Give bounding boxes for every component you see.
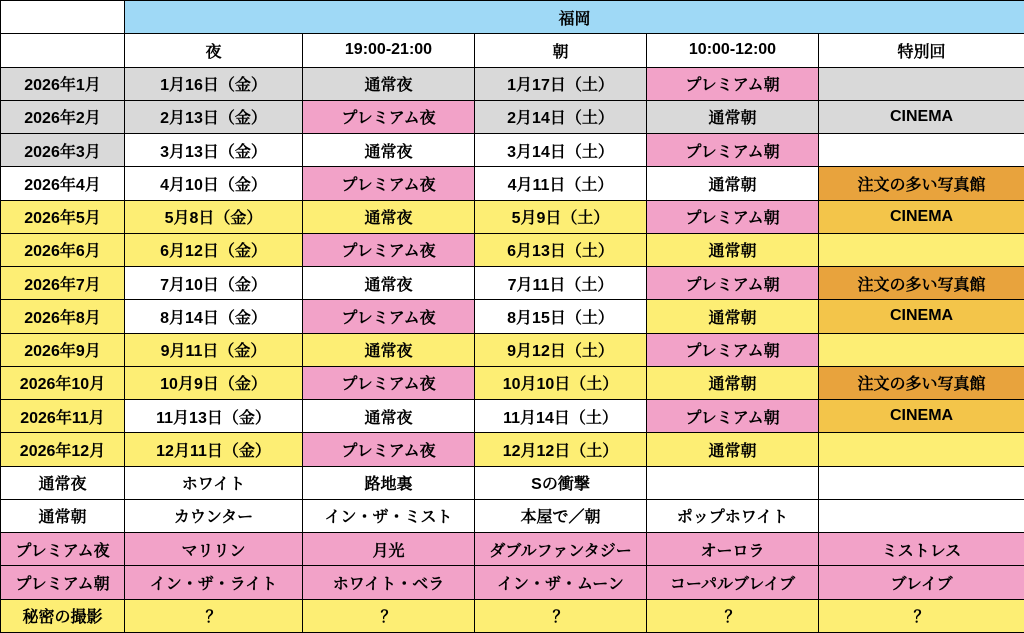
column-header-3: 朝 [475, 34, 647, 67]
schedule-row [1, 366, 1024, 399]
legend-label: プレミアム朝 [1, 566, 125, 599]
schedule-cell: プレミアム夜 [303, 366, 475, 399]
schedule-cell: プレミアム朝 [647, 400, 819, 433]
schedule-cell: 2月13日（金） [125, 100, 303, 133]
legend-row [1, 466, 1024, 499]
legend-label: プレミアム夜 [1, 533, 125, 566]
schedule-cell: プレミアム朝 [647, 200, 819, 233]
schedule-cell: 4月10日（金） [125, 167, 303, 200]
schedule-label: 2026年7月 [1, 267, 125, 300]
schedule-cell: 11月14日（土） [475, 400, 647, 433]
schedule-cell: 通常朝 [647, 300, 819, 333]
schedule-row [1, 333, 1024, 366]
column-header-2: 19:00-21:00 [303, 34, 475, 67]
legend-cell [819, 466, 1024, 499]
schedule-cell [819, 433, 1024, 466]
schedule-cell: 10月10日（土） [475, 366, 647, 399]
legend-label: 秘密の撮影 [1, 599, 125, 633]
schedule-cell: 3月13日（金） [125, 134, 303, 167]
legend-cell: ミストレス [819, 533, 1024, 566]
schedule-cell: CINEMA [819, 100, 1024, 133]
schedule-cell: プレミアム夜 [303, 233, 475, 266]
legend-row [1, 499, 1024, 532]
legend-cell: ブレイブ [819, 566, 1024, 599]
schedule-cell: CINEMA [819, 300, 1024, 333]
schedule-row [1, 100, 1024, 133]
schedule-row [1, 433, 1024, 466]
schedule-cell: 通常夜 [303, 400, 475, 433]
schedule-cell: プレミアム夜 [303, 433, 475, 466]
schedule-cell: 9月11日（金） [125, 333, 303, 366]
schedule-cell: 2月14日（土） [475, 100, 647, 133]
legend-cell [647, 466, 819, 499]
schedule-row [1, 167, 1024, 200]
schedule-cell: 通常朝 [647, 100, 819, 133]
schedule-cell: 10月9日（金） [125, 366, 303, 399]
schedule-cell: 4月11日（土） [475, 167, 647, 200]
legend-cell: コーパルブレイブ [647, 566, 819, 599]
legend-cell: ホワイト [125, 466, 303, 499]
schedule-cell [819, 233, 1024, 266]
legend-label: 通常朝 [1, 499, 125, 532]
column-header-row [1, 34, 1024, 67]
schedule-cell: 6月13日（土） [475, 233, 647, 266]
legend-cell: 月光 [303, 533, 475, 566]
schedule-label: 2026年9月 [1, 333, 125, 366]
legend-cell: ？ [819, 599, 1024, 633]
schedule-cell: 通常朝 [647, 433, 819, 466]
legend-cell: ダブルファンタジー [475, 533, 647, 566]
schedule-label: 2026年10月 [1, 366, 125, 399]
legend-cell: ？ [647, 599, 819, 633]
legend-cell [819, 499, 1024, 532]
legend-cell: イン・ザ・ムーン [475, 566, 647, 599]
schedule-label: 2026年3月 [1, 134, 125, 167]
legend-cell: 路地裏 [303, 466, 475, 499]
venue-name: 福岡 [125, 1, 1024, 34]
schedule-cell: 7月10日（金） [125, 267, 303, 300]
column-header-0 [1, 34, 125, 67]
schedule-cell: 12月12日（土） [475, 433, 647, 466]
schedule-label: 2026年12月 [1, 433, 125, 466]
schedule-cell: プレミアム朝 [647, 333, 819, 366]
schedule-cell: 5月8日（金） [125, 200, 303, 233]
schedule-row [1, 67, 1024, 100]
schedule-cell: 通常朝 [647, 233, 819, 266]
schedule-cell: プレミアム朝 [647, 134, 819, 167]
schedule-cell: CINEMA [819, 200, 1024, 233]
legend-cell: ポップホワイト [647, 499, 819, 532]
schedule-label: 2026年8月 [1, 300, 125, 333]
schedule-cell: 通常夜 [303, 134, 475, 167]
schedule-cell: 通常夜 [303, 67, 475, 100]
legend-cell: イン・ザ・ライト [125, 566, 303, 599]
schedule-cell: CINEMA [819, 400, 1024, 433]
schedule-label: 2026年1月 [1, 67, 125, 100]
schedule-cell: 注文の多い写真館 [819, 267, 1024, 300]
schedule-cell: 通常夜 [303, 267, 475, 300]
legend-cell: ホワイト・ベラ [303, 566, 475, 599]
column-header-5: 特別回 [819, 34, 1024, 67]
legend-row [1, 566, 1024, 599]
schedule-row [1, 200, 1024, 233]
legend-cell: マリリン [125, 533, 303, 566]
legend-row [1, 533, 1024, 566]
schedule-cell [819, 67, 1024, 100]
schedule-cell: 通常夜 [303, 333, 475, 366]
schedule-cell: 3月14日（土） [475, 134, 647, 167]
legend-cell: ？ [475, 599, 647, 633]
schedule-cell: 6月12日（金） [125, 233, 303, 266]
schedule-cell: 8月15日（土） [475, 300, 647, 333]
schedule-cell: 11月13日（金） [125, 400, 303, 433]
schedule-cell: プレミアム朝 [647, 267, 819, 300]
schedule-row [1, 233, 1024, 266]
legend-cell: ？ [125, 599, 303, 633]
schedule-cell: 7月11日（土） [475, 267, 647, 300]
schedule-cell: 通常朝 [647, 366, 819, 399]
schedule-label: 2026年2月 [1, 100, 125, 133]
corner-blank-cell [1, 1, 125, 34]
schedule-row [1, 267, 1024, 300]
schedule-cell: 通常夜 [303, 200, 475, 233]
schedule-cell: 注文の多い写真館 [819, 366, 1024, 399]
legend-cell: カウンター [125, 499, 303, 532]
schedule-cell [819, 333, 1024, 366]
schedule-cell: 1月17日（土） [475, 67, 647, 100]
schedule-cell: 8月14日（金） [125, 300, 303, 333]
schedule-cell: プレミアム夜 [303, 100, 475, 133]
schedule-row [1, 400, 1024, 433]
schedule-cell: 注文の多い写真館 [819, 167, 1024, 200]
column-header-1: 夜 [125, 34, 303, 67]
schedule-label: 2026年6月 [1, 233, 125, 266]
venue-header-row [1, 1, 1024, 34]
legend-cell: Sの衝撃 [475, 466, 647, 499]
legend-label: 通常夜 [1, 466, 125, 499]
legend-cell: オーロラ [647, 533, 819, 566]
schedule-label: 2026年5月 [1, 200, 125, 233]
schedule-cell: 12月11日（金） [125, 433, 303, 466]
column-header-4: 10:00-12:00 [647, 34, 819, 67]
schedule-label: 2026年4月 [1, 167, 125, 200]
schedule-cell: 通常朝 [647, 167, 819, 200]
legend-cell: イン・ザ・ミスト [303, 499, 475, 532]
schedule-cell: 9月12日（土） [475, 333, 647, 366]
schedule-row [1, 300, 1024, 333]
legend-cell: 本屋で／朝 [475, 499, 647, 532]
schedule-cell: 5月9日（土） [475, 200, 647, 233]
schedule-cell: プレミアム夜 [303, 167, 475, 200]
schedule-cell [819, 134, 1024, 167]
legend-row [1, 599, 1024, 633]
legend-cell: ？ [303, 599, 475, 633]
schedule-row [1, 134, 1024, 167]
schedule-label: 2026年11月 [1, 400, 125, 433]
schedule-cell: 1月16日（金） [125, 67, 303, 100]
schedule-cell: プレミアム夜 [303, 300, 475, 333]
schedule-cell: プレミアム朝 [647, 67, 819, 100]
